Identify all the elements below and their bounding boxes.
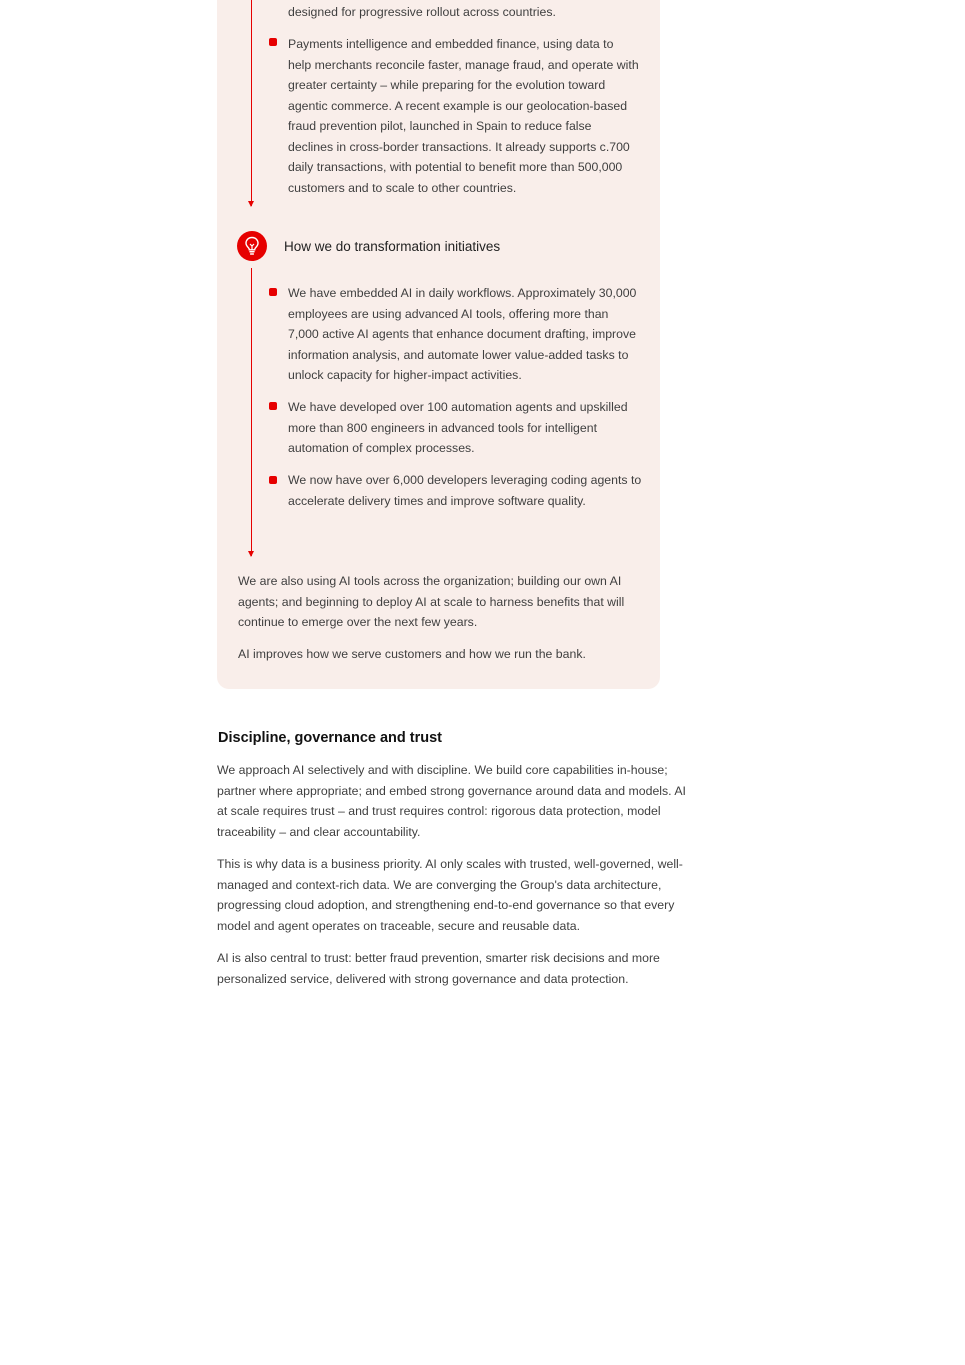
timeline-line-transformation bbox=[251, 268, 252, 556]
governance-paragraph-1: We approach AI selectively and with discipline. We build core capabilities in-house; partner where appropriate; and embed strong governance around data and models. AI at scale requires trust – and trust requires control: rigorous data protection, model traceability – and clear accountability. bbox=[217, 763, 686, 839]
bullet-marker bbox=[269, 476, 277, 484]
lightbulb-icon bbox=[237, 231, 267, 261]
bullet-marker bbox=[269, 402, 277, 410]
initiative-bullet-tail-text: designed for progressive rollout across countries. bbox=[288, 5, 556, 19]
transformation-bullet-automation: We have developed over 100 automation agents and upskilled more than 800 engineers in advanced tools for intelligent automation of complex processes. bbox=[288, 400, 628, 455]
transformation-heading: How we do transformation initiatives bbox=[284, 239, 501, 254]
initiative-bullet-payments: Payments intelligence and embedded finance, using data to help merchants reconcile faster, manage fraud, and operate with greater certainty – while preparing for the evolution toward agentic commerce. A recent example is our geolocation-based fraud prevention pilot, launched in Spain to reduce false declines in cross-border transactions. It already supports c.700 daily transactions, with potential to benefit more than 500,000 customers and to scale to other countries. bbox=[288, 37, 639, 195]
timeline-line-initiatives bbox=[251, 0, 252, 206]
governance-paragraph-3: AI is also central to trust: better fraud prevention, smarter risk decisions and more personalized service, delivered with strong governance and data protection. bbox=[217, 951, 660, 986]
card-footer-paragraph-2: AI improves how we serve customers and how we run the bank. bbox=[238, 647, 586, 661]
section-title-governance: Discipline, governance and trust bbox=[218, 730, 442, 746]
transformation-bullet-developers: We now have over 6,000 developers leveraging coding agents to accelerate delivery times and improve software quality. bbox=[288, 473, 642, 508]
transformation-bullet-workflows: We have embedded AI in daily workflows. Approximately 30,000 employees are using advanced AI tools, offering more than 7,000 active AI agents that enhance document drafting, improve information analysis, and automate lower value-added tasks to unlock capacity for higher-impact activities. bbox=[288, 286, 637, 382]
bullet-marker bbox=[269, 288, 277, 296]
card-footer-paragraph-1: We are also using AI tools across the organization; building our own AI agents; and beginning to deploy AI at scale to harness benefits that will continue to emerge over the next few years. bbox=[238, 574, 625, 629]
governance-paragraph-2: This is why data is a business priority. AI only scales with trusted, well-governed, well-managed and context-rich data. We are converging the Group's data architecture, progressing cloud adoption, and strengthening end-to-end governance so that every model and agent operates on traceable, secure and reusable data. bbox=[217, 857, 683, 933]
bullet-marker bbox=[269, 38, 277, 46]
